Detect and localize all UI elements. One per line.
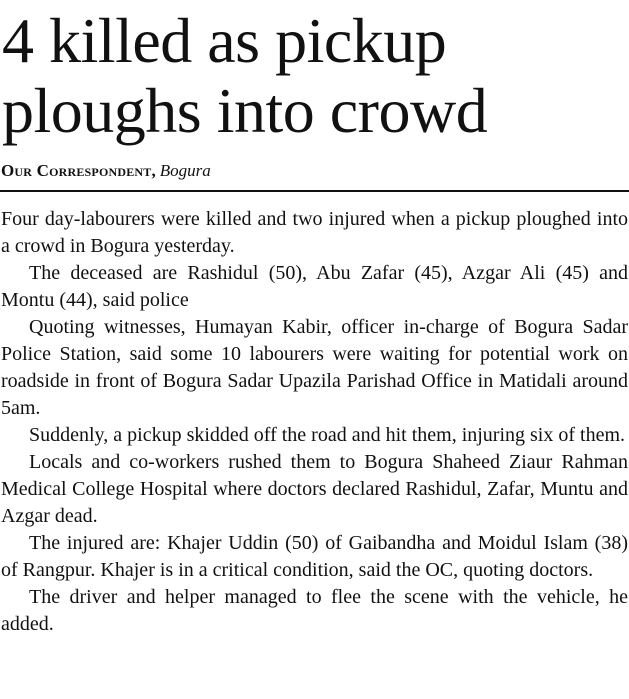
byline-place: Bogura — [159, 161, 211, 180]
byline-separator: , — [151, 161, 156, 180]
headline: 4 killed as pickup ploughs into crowd — [2, 5, 488, 146]
paragraph: Suddenly, a pickup skidded off the road and hit them, injuring six of them. — [29, 424, 626, 446]
byline — [1, 160, 211, 182]
byline-author: Our Correspondent — [1, 161, 152, 180]
paragraph: The injured are: Khajer Uddin (50) of Gaibandha and Moidul Islam (38) of Rangpur. Khajer is in a critical condition, said the OC, quoting doctors. — [1, 532, 628, 581]
paragraph-lead: Four day-labourers were killed and two injured when a pickup ploughed into a crowd in Bogura yesterday. — [1, 208, 628, 257]
paragraph: Quoting witnesses, Humayan Kabir, officer in-charge of Bogura Sadar Police Station, said some 10 labourers were waiting for potential work on roadside in front of Bogura Sadar Upazila Parishad Office in Matidali around 5am. — [1, 316, 628, 419]
divider-rule — [0, 190, 629, 192]
paragraph: The driver and helper managed to flee the scene with the vehicle, he added. — [1, 586, 628, 635]
article-body — [1, 206, 628, 638]
paragraph: The deceased are Rashidul (50), Abu Zafar (45), Azgar Ali (45) and Montu (44), said police — [1, 262, 628, 311]
paragraph: Locals and co-workers rushed them to Bogura Shaheed Ziaur Rahman Medical College Hospital where doctors declared Rashidul, Zafar, Muntu and Azgar dead. — [1, 451, 628, 527]
